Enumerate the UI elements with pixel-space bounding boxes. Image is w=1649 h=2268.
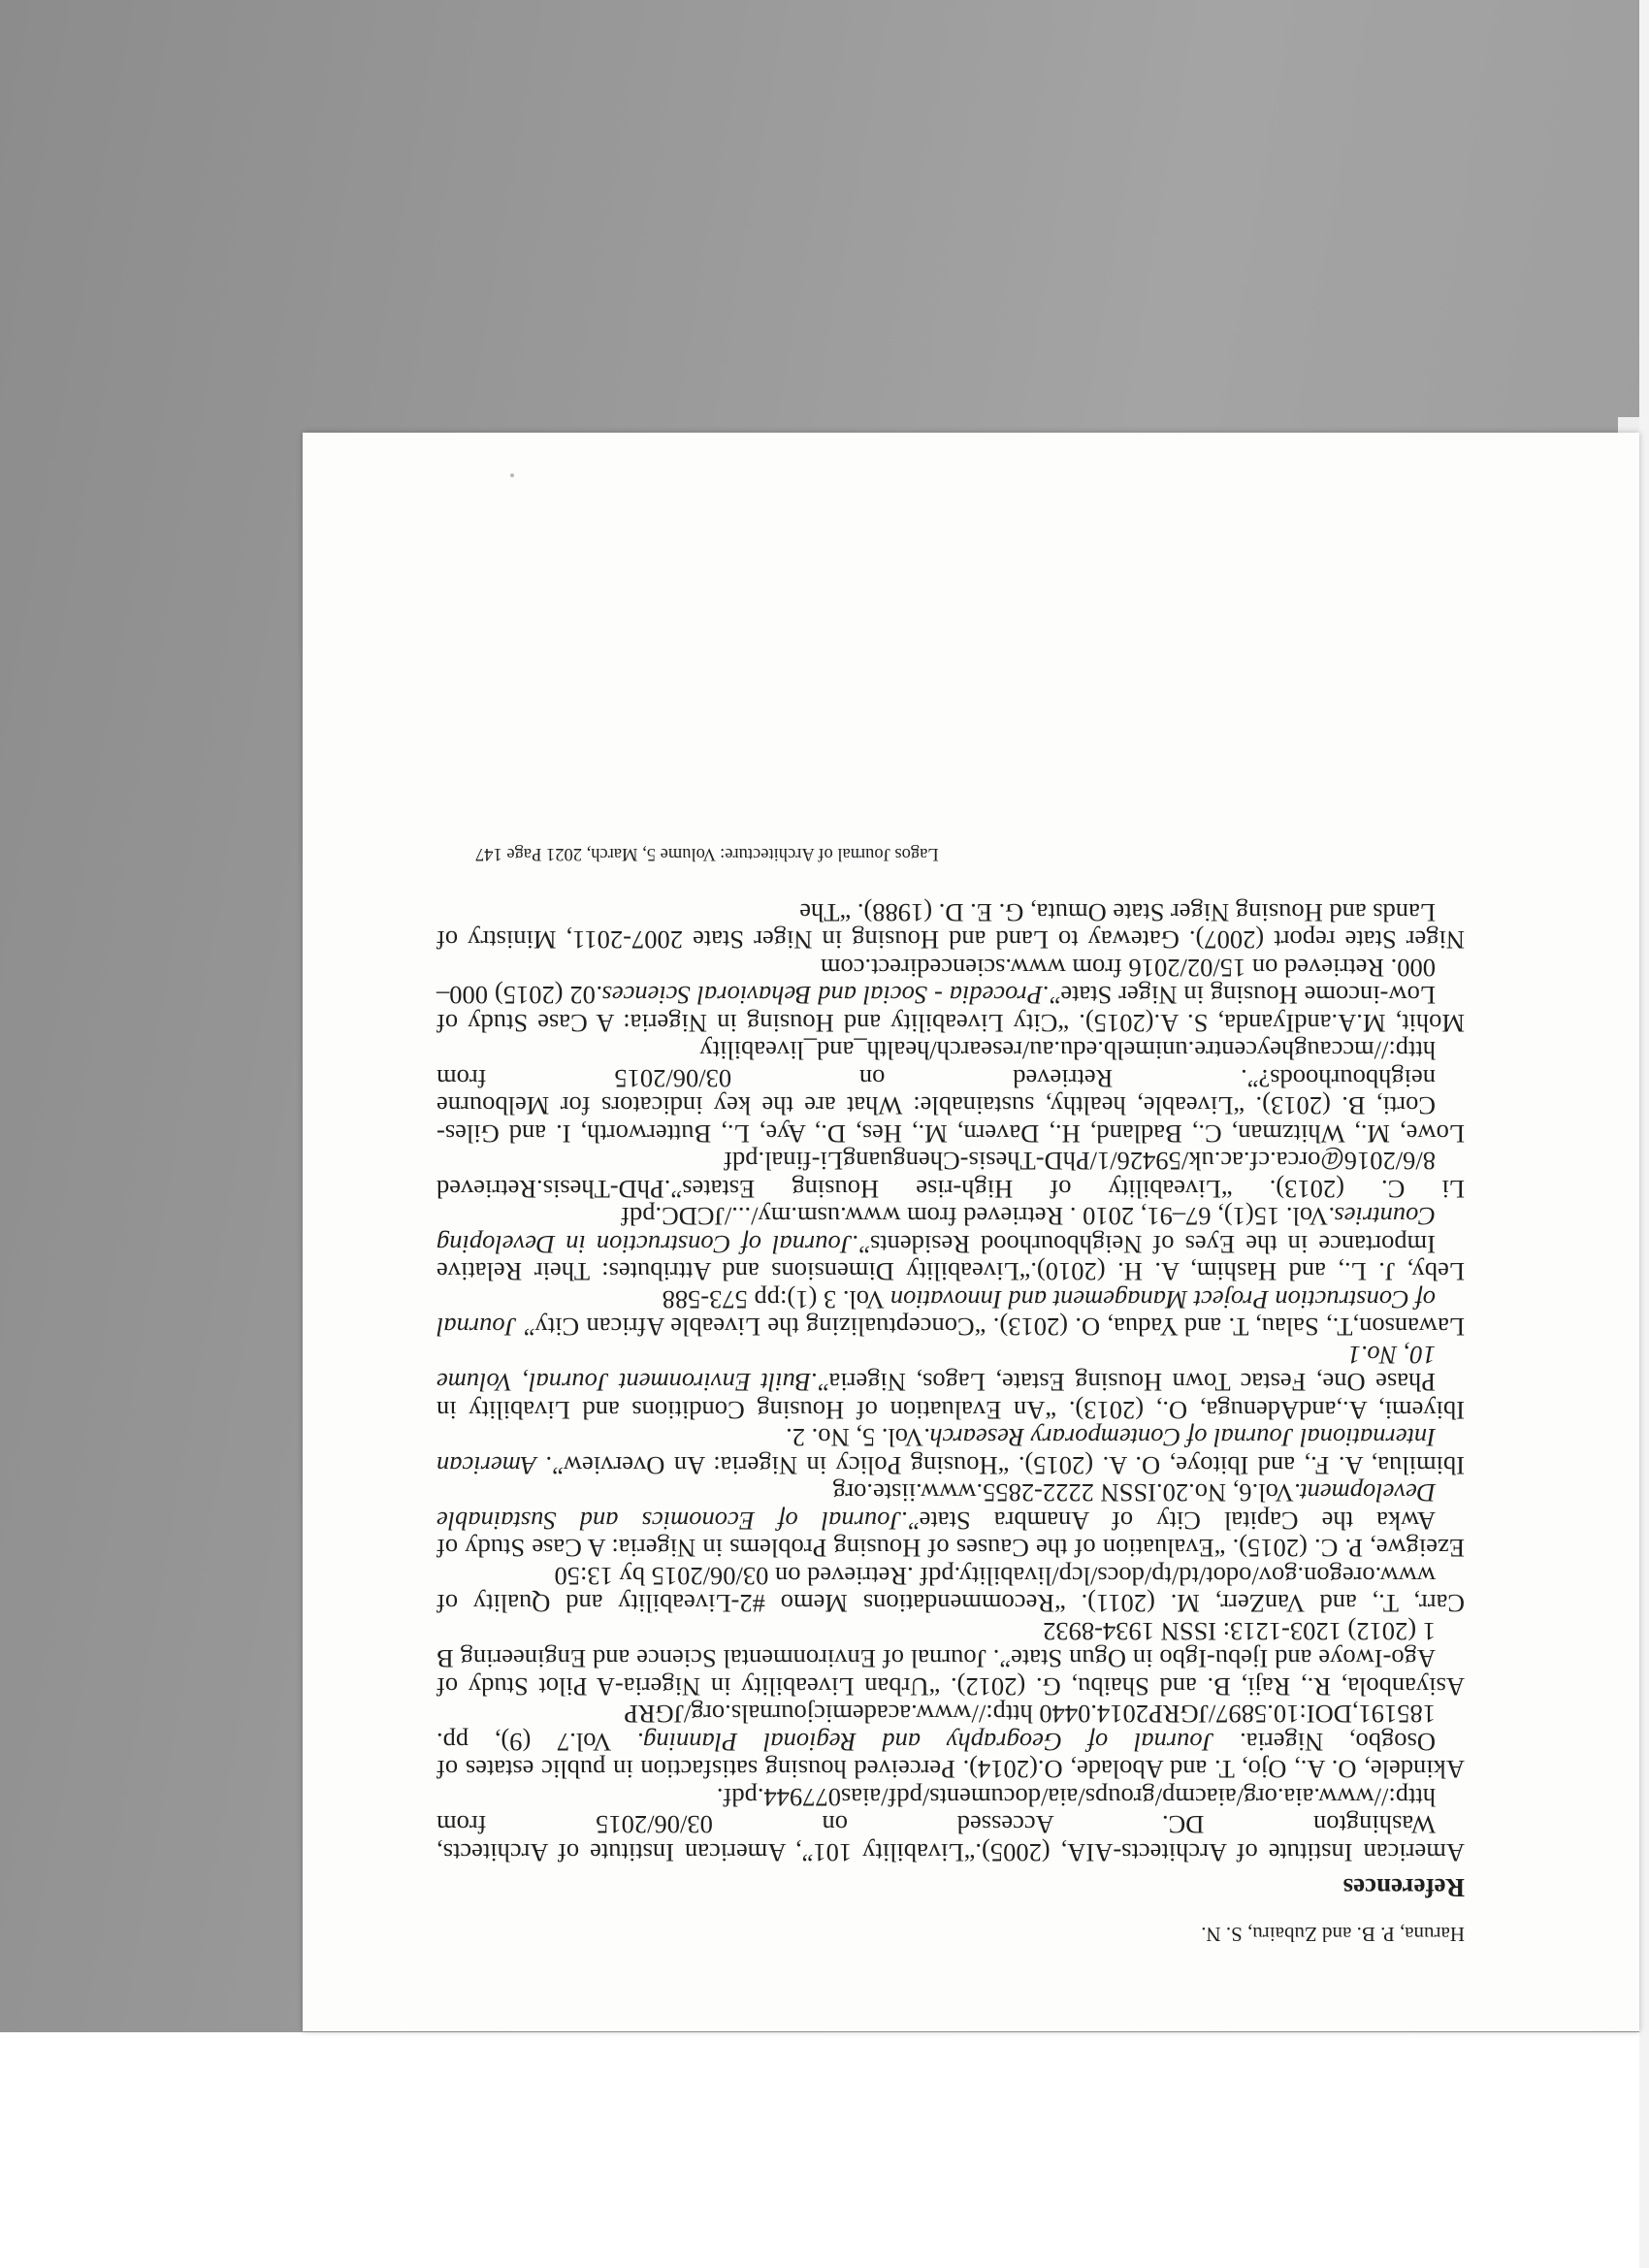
reference-entry <box>436 1784 1465 1867</box>
reference-text: Lowe, M., Whitzman, C., Badland, H., Davern, M., Hes, D., Aye, L., Butterworth, I. and Giles-Corti, B. (2013). “Liveable, healthy, sustainable: What are the key indicators for Melbourne neighbourhoods?”. Retrieved on 03/06/2015 from http://mccaugheycentre.unimelb.edu.au/research/health_and_liveability <box>436 1036 1465 1149</box>
reference-text: Lawanson,T., Salau, T. and Yadua, O. (2013). “Conceptualizing the Liveable African City” <box>516 1312 1465 1343</box>
reference-details: Vol.7 (9), pp. 185191,DOI:10.5897/JGRP2014.0440 http://www.academicjournals.org/JGRP <box>436 1700 1436 1757</box>
reference-details: 02 (2015) 000–000. Retrieved on 15/02/2016 from www.sciencedirect.com <box>436 954 1436 1011</box>
reference-journal: American International Journal of Contemporary Research. <box>436 1423 1436 1480</box>
reference-entry <box>436 1479 1465 1563</box>
reference-entry <box>436 1148 1465 1203</box>
reference-text: Ezeigwe, P. C. (2015). “Evaluation of the Causes of Housing Problems in Nigeria: A Case Study of Awka the Capital City of Anambra State”. <box>436 1507 1465 1564</box>
reference-entry <box>436 1563 1465 1618</box>
reference-journal: Procedia - Social and Behavioral Sciences. <box>595 981 1043 1011</box>
reference-journal: Journal of Economics and Sustainable Development. <box>436 1478 1436 1536</box>
reference-journal: Journal of Construction Project Management and Innovation <box>436 1285 1436 1343</box>
reference-entry <box>436 1286 1465 1342</box>
reference-entry <box>436 1342 1465 1425</box>
reference-entry <box>436 1701 1465 1784</box>
reference-text: Carr, T., and VanZerr, M. (2011). “Recommendations Memo #2-Liveability and Quality of www.oregon.gov/odot/td/tp/docs/lcp/livability.pdf .Retrieved on 03/06/2015 by 13:50 <box>436 1562 1465 1619</box>
scanner-right-margin <box>1639 0 1649 2268</box>
reference-entry <box>436 1618 1465 1701</box>
scan-dust-speck <box>510 473 514 477</box>
journal-page <box>303 433 1639 2031</box>
reference-text: Li C. (2013). “Liveability of High-rise Housing Estates”.PhD-Thesis.Retrieved 8/6/2016@orca.cf.ac.uk/59426/1/PhD-Thesis-ChenguangLi-final.pdf <box>436 1147 1465 1204</box>
reference-journal: Journal of Geography and Regional Planning. <box>636 1728 1214 1757</box>
reference-list <box>436 899 1465 1867</box>
reference-text: Niger State report (2007). Gateway to Land and Housing in Niger State 2007-2011, Ministry of Lands and Housing Niger State Omuta, G. E. D. (1988). “The <box>436 898 1465 956</box>
page-content-upside-down <box>303 433 1639 2031</box>
reference-text: Ibimilua, A. F., and Ibitoye, O. A. (2015). “Housing Policy in Nigeria: An Overview”. <box>536 1451 1465 1480</box>
reference-entry <box>436 1037 1465 1148</box>
scanner-bottom-margin <box>0 2032 1649 2268</box>
reference-entry <box>436 955 1465 1038</box>
reference-details: Vol. 3 (1):pp 573-588 <box>662 1285 890 1314</box>
running-head: Haruna, P. B. and Zubairu, S. N. <box>1201 1923 1465 1946</box>
page-footer: Lagos Journal of Architecture: Volume 5, March, 2021 Page 147 <box>475 844 939 864</box>
reference-journal: Journal of Construction in Developing Countries. <box>436 1202 1436 1259</box>
reference-entry <box>436 1424 1465 1479</box>
reference-details: Vol.6, No.20.ISSN 2222-2855.www.iiste.org <box>832 1478 1294 1508</box>
reference-text: Mohit, M.A.andIyanda, S. A.(2015). “City Liveability and Housing in Nigeria: A Case Study of Low-income Housing in Niger State”. <box>436 981 1465 1038</box>
references-heading: References <box>1342 1873 1465 1902</box>
reference-details: Vol. 5, No. 2. <box>786 1423 923 1453</box>
reference-text: Akindele, O. A., Ojo, T. and Abolade, O.(2014). Perceived housing satisfaction in public estates of Osogbo, Nigeria. <box>436 1728 1465 1785</box>
reference-text: Leby, J. L., and Hashim, A. H. (2010).“Liveability Dimensions and Attributes: Their Relative Importance in the Eyes of Neighbourhood Residents”. <box>436 1230 1465 1287</box>
reference-text: Asiyanbola, R., Raji, B. and Shaibu, G. (2012). “Urban Liveability in Nigeria-A Pilot Study of Ago-Iwoye and Ijebu-Igbo in Ogun State”. Journal of Environmental Science and Engineering B 1 (2012) 1203-1213: ISSN 1934-8932 <box>436 1617 1465 1701</box>
reference-text: American Institute of Architects-AIA, (2005).“Livability 101”, American Institute of Architects, Washington DC. Accessed on 03/06/2015 from http://www.aia.org/aiacmp/groups/aia/documents/pdf/aias077944.pdf. <box>436 1783 1465 1867</box>
page-text-block <box>436 844 1465 1947</box>
reference-entry <box>436 899 1465 955</box>
reference-details: Vol. 15(1), 67–91, 2010 . Retrieved from www.usm.my/.../JCDC.pdf <box>621 1202 1328 1232</box>
reference-entry <box>436 1203 1465 1286</box>
reference-journal: Built Environment Journal, Volume 10, No.1 <box>436 1341 1436 1398</box>
reference-text: Ibiyemi, A.,andAdenuga, O., (2013). “An Evaluation of Housing Conditions and Livability in Phase One, Festac Town Housing Estate, Lagos, Nigeria”. <box>436 1368 1465 1425</box>
